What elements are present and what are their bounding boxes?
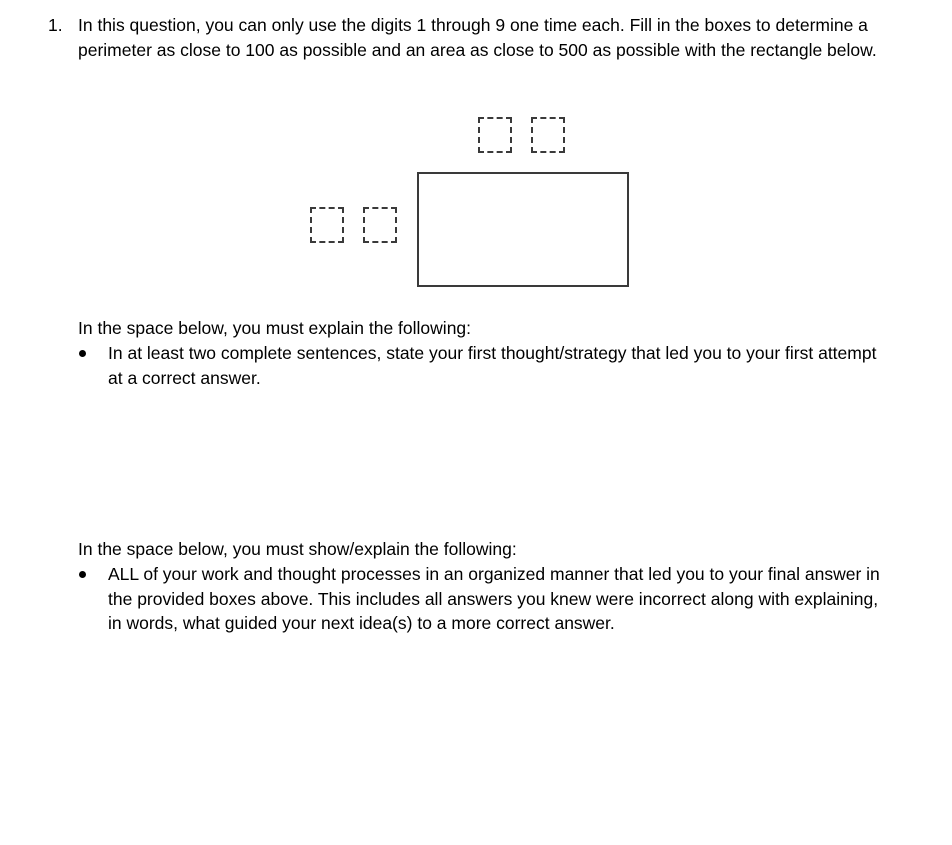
bullet-icon xyxy=(79,571,86,578)
left-digit-box-tens[interactable] xyxy=(310,207,344,243)
section-2-bullet-text: ALL of your work and thought processes in an organized manner that led you to your final answer in the provided boxes above. This includes all answers you knew were incorrect along with explaining, in words, what guided your next idea(s) to a more correct answer. xyxy=(108,564,880,633)
left-digit-box-ones[interactable] xyxy=(363,207,397,243)
section-1-bullet-text: In at least two complete sentences, state your first thought/strategy that led you to your first attempt at a correct answer. xyxy=(108,343,877,388)
question-number: 1. xyxy=(48,15,63,35)
section-2-title: In the space below, you must show/explain the following: xyxy=(78,539,517,559)
section-1-title: In the space below, you must explain the following: xyxy=(78,318,472,338)
rectangle-shape xyxy=(417,172,629,287)
question-text: In this question, you can only use the digits 1 through 9 one time each. Fill in the boxes to determine a perimeter as close to 100 as possible and an area as close to 500 as possible with the rectangle below. xyxy=(78,15,877,60)
top-digit-box-ones[interactable] xyxy=(531,117,565,153)
top-digit-box-tens[interactable] xyxy=(478,117,512,153)
bullet-icon xyxy=(79,350,86,357)
